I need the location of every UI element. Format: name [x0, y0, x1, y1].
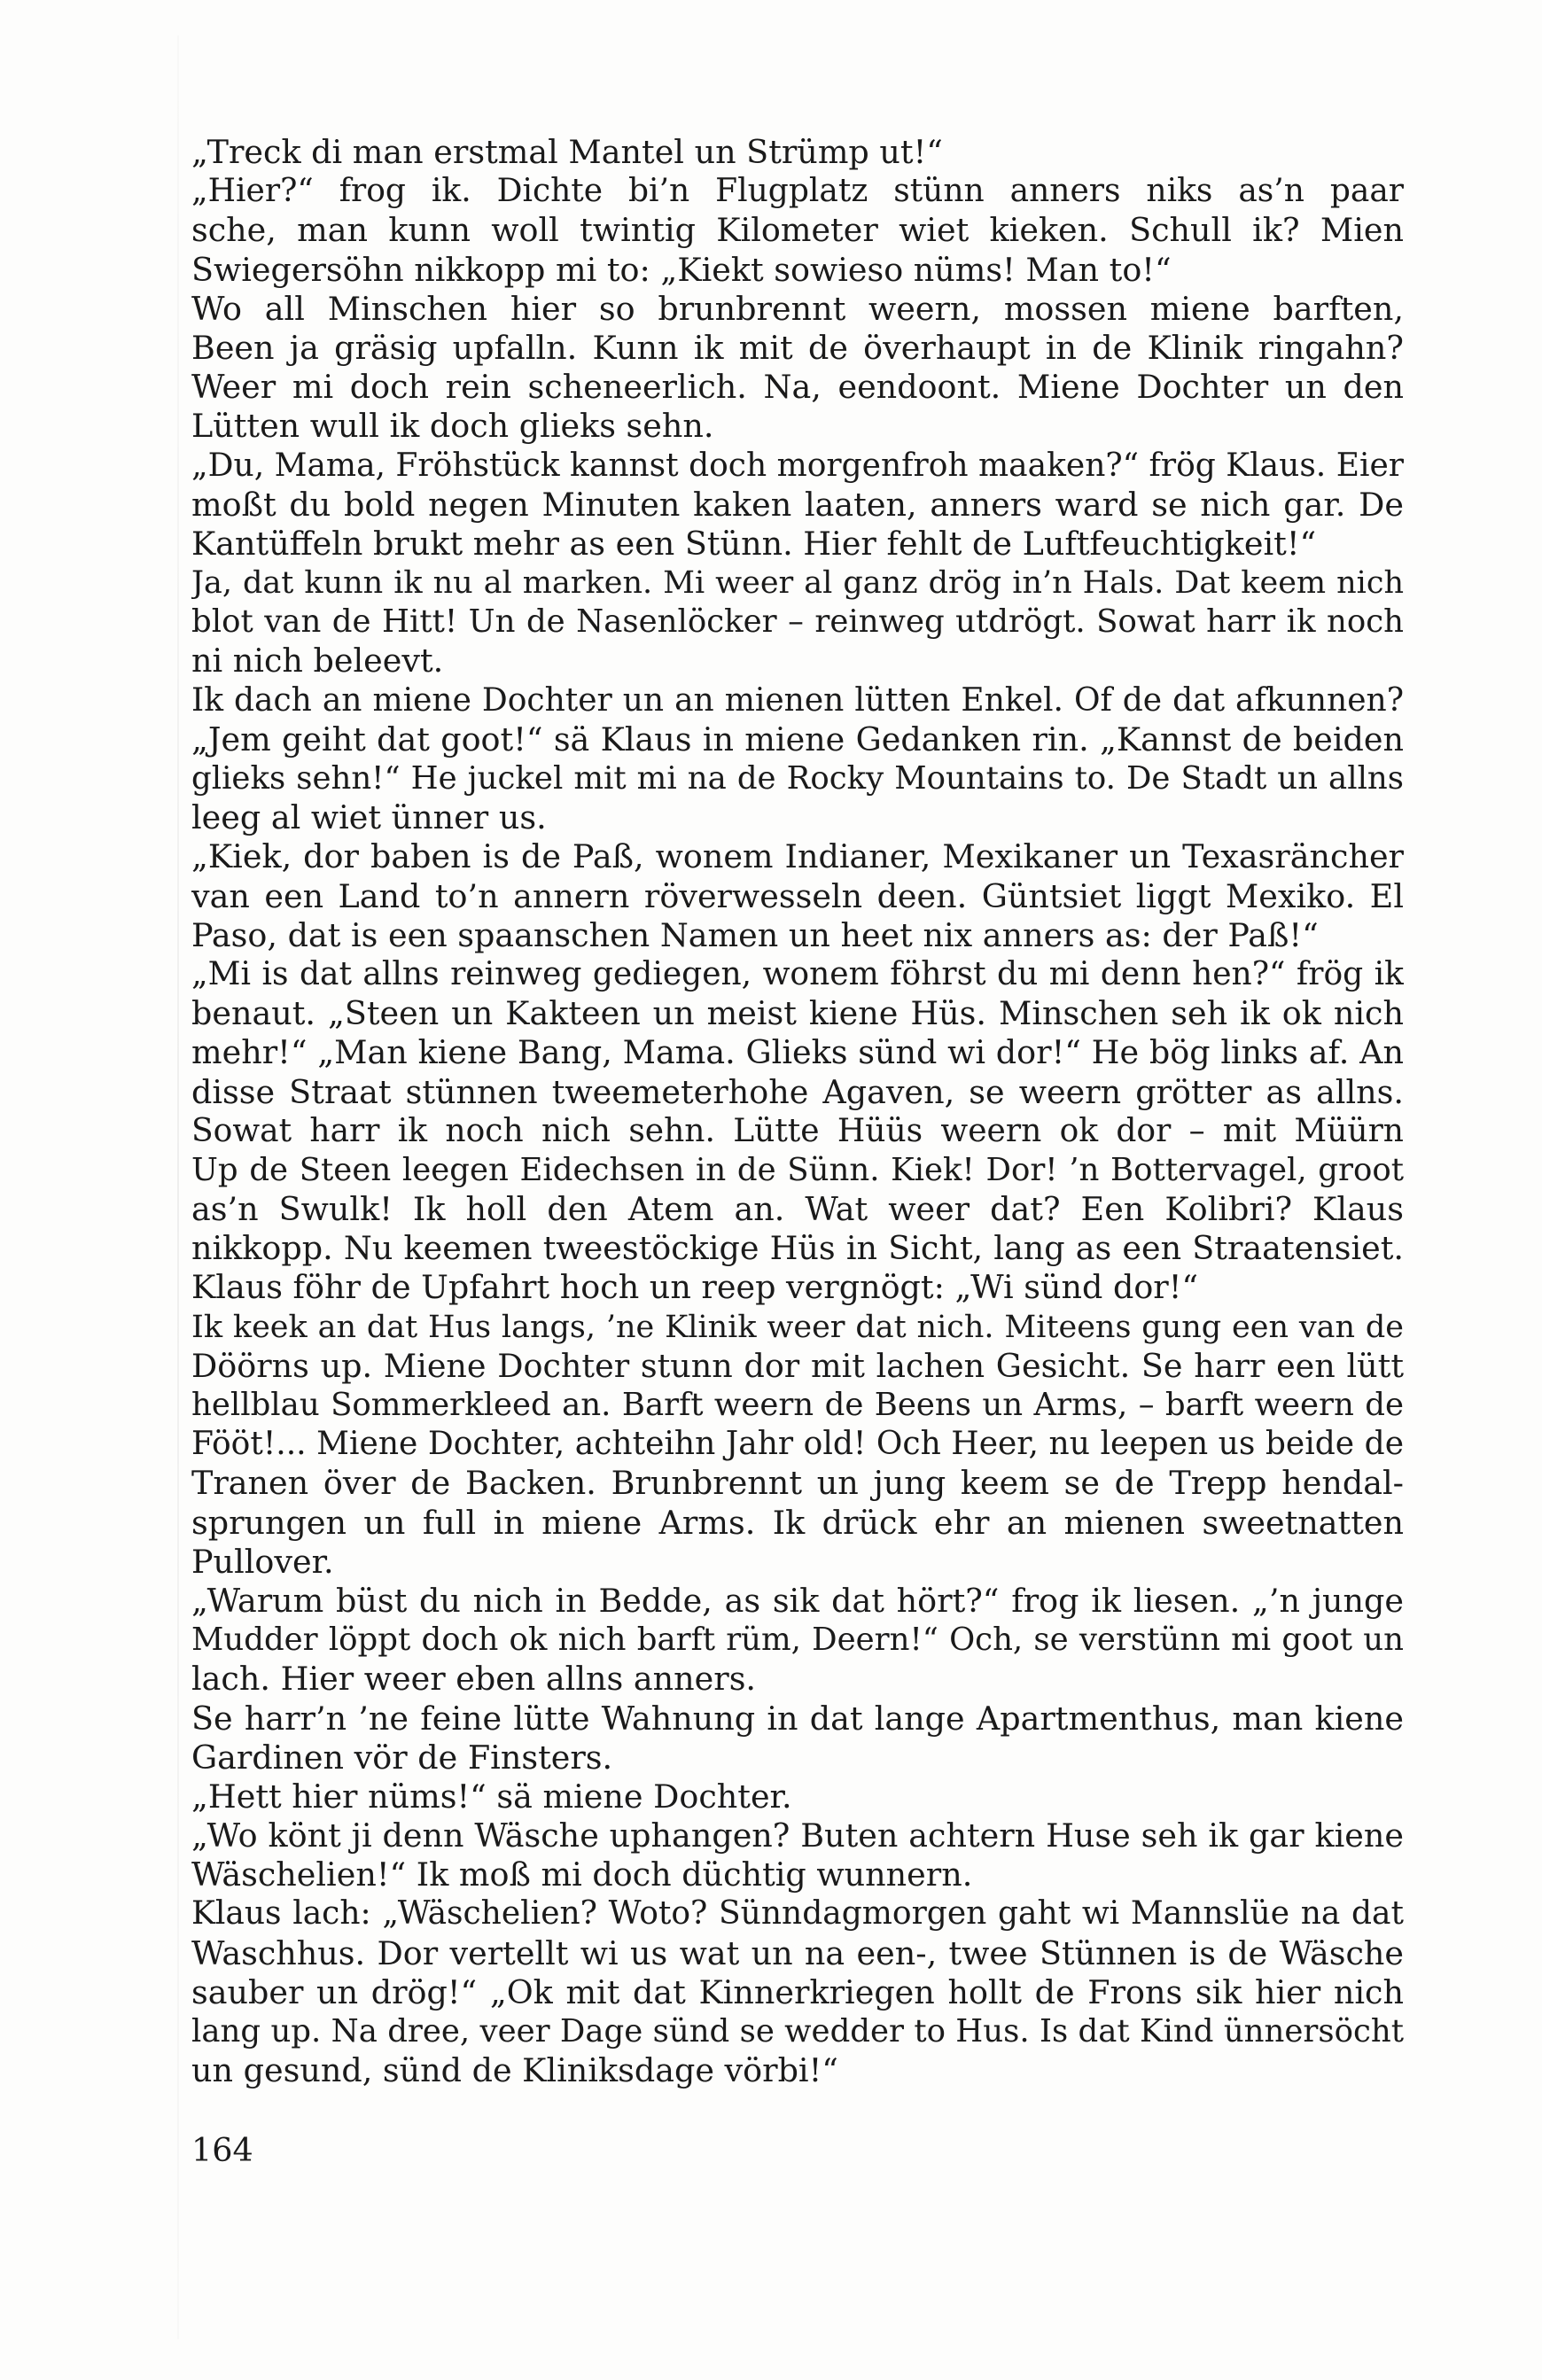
text-line: Waschhus. Dor vertellt wi us wat un na een-, twee Stünnen is de Wäsche [191, 1933, 1404, 1972]
text-line: mehr!“ „Man kiene Bang, Mama. Glieks sünd wi dor!“ He bög links af. An [191, 1033, 1404, 1072]
text-line: moßt du bold negen Minuten kaken laaten, anners ward se nich gar. De [191, 485, 1404, 524]
text-line: sche, man kunn woll twintig Kilometer wiet kieken. Schull ik? Mien [191, 211, 1404, 250]
text-line: „Hier?“ frog ik. Dichte bi’n Flugplatz stünn anners niks as’n paar [191, 173, 1404, 210]
text-line: „Treck di man erstmal Mantel un Strümp ut!“ [191, 133, 943, 171]
text-line: Mudder löppt doch ok nich barft rüm, Deern!“ Och, se verstünn mi goot un [191, 1622, 1404, 1659]
text-line: Wäschelien!“ Ik moß mi doch düchtig wunnern. [191, 1855, 973, 1894]
text-line: Ik dach an miene Dochter un an mienen lütten Enkel. Of de dat afkunnen? [191, 681, 1404, 719]
text-line: ni nich beleevt. [191, 642, 444, 681]
text-line: Se harr’n ’ne feine lütte Wahnung in dat lange Apartmenthus, man kiene [191, 1699, 1404, 1738]
text-line: Paso, dat is een spaanschen Namen un heet nix anners as: der Paß!“ [191, 915, 1319, 954]
page-number: 164 [191, 2131, 253, 2169]
text-line: „Mi is dat allns reinweg gediegen, wonem föhrst du mi denn hen?“ frög ik [191, 955, 1404, 992]
text-line: sprungen un full in miene Arms. Ik drück ehr an mienen sweetnatten [191, 1503, 1404, 1542]
text-line: hellblau Sommerkleed an. Barft weern de Beens un Arms, – barft weern de [191, 1387, 1404, 1423]
text-line: Wo all Minschen hier so brunbrennt weern, mossen miene barften, [191, 289, 1404, 328]
text-line: lach. Hier weer eben allns anners. [191, 1660, 757, 1699]
text-line: Pullover. [191, 1542, 334, 1581]
text-line: disse Straat stünnen tweemeterhohe Agaven, se weern grötter as allns. [191, 1072, 1404, 1111]
text-line: lang up. Na dree, veer Dage sünd se wedder to Hus. Is dat Kind ünnersöcht [191, 2013, 1404, 2049]
text-line: Kantüffeln brukt mehr as een Stünn. Hier fehlt de Luftfeuchtigkeit!“ [191, 524, 1317, 563]
text-line: Klaus föhr de Upfahrt hoch un reep vergnögt: „Wi sünd dor!“ [191, 1268, 1199, 1307]
text-line: „Kiek, dor baben is de Paß, wonem Indianer, Mexikaner un Texasräncher [191, 837, 1404, 876]
text-line: „Wo könt ji denn Wäsche uphangen? Buten achtern Huse seh ik gar kiene [191, 1816, 1404, 1855]
text-line: Swiegersöhn nikkopp mi to: „Kiekt sowieso nüms! Man to!“ [191, 250, 1172, 289]
text-line: Lütten wull ik doch glieks sehn. [191, 407, 714, 446]
text-line: benaut. „Steen un Kakteen un meist kiene Hüs. Minschen seh ik ok nich [191, 994, 1404, 1033]
text-line: „Du, Mama, Fröhstück kannst doch morgenfroh maaken?“ frög Klaus. Eier [191, 447, 1404, 484]
text-line: Weer mi doch rein scheneerlich. Na, eendoont. Miene Dochter un den [191, 368, 1404, 407]
text-line: Been ja gräsig upfalln. Kunn ik mit de överhaupt in de Klinik ringahn? [191, 328, 1404, 367]
text-line: Sowat harr ik noch nich sehn. Lütte Hüüs weern ok dor – mit Müürn [191, 1112, 1404, 1149]
body-text [191, 133, 1404, 2090]
text-line: Up de Steen leegen Eidechsen in de Sünn. Kiek! Dor! ’n Bottervagel, groot [191, 1151, 1404, 1188]
text-line: as’n Swulk! Ik holl den Atem an. Wat weer dat? Een Kolibri? Klaus [191, 1190, 1404, 1229]
page-gutter-shadow [177, 35, 179, 2339]
text-line: Klaus lach: „Wäschelien? Woto? Sünndagmorgen gaht wi Mannslüe na dat [191, 1895, 1404, 1933]
text-line: glieks sehn!“ He juckel mit mi na de Rocky Mountains to. De Stadt un allns [191, 760, 1404, 797]
text-line: Tranen över de Backen. Brunbrennt un jung keem se de Trepp hendal- [191, 1464, 1404, 1503]
text-line: Fööt!... Miene Dochter, achteihn Jahr old! Och Heer, nu leepen us beide de [191, 1426, 1404, 1463]
text-line: blot van de Hitt! Un de Nasenlöcker – reinweg utdrögt. Sowat harr ik noch [191, 603, 1404, 641]
text-line: Ja, dat kunn ik nu al marken. Mi weer al ganz drög in’n Hals. Dat keem nich [191, 565, 1404, 602]
text-line: un gesund, sünd de Kliniksdage vörbi!“ [191, 2051, 838, 2090]
text-line: van een Land to’n annern röverwesseln deen. Güntsiet liggt Mexiko. El [191, 876, 1404, 915]
text-line: „Hett hier nüms!“ sä miene Dochter. [191, 1777, 792, 1816]
text-line: „Jem geiht dat goot!“ sä Klaus in miene Gedanken rin. „Kannst de beiden [191, 719, 1404, 758]
text-line: Döörns up. Miene Dochter stunn dor mit lachen Gesicht. Se harr een lütt [191, 1346, 1404, 1385]
text-line: leeg al wiet ünner us. [191, 798, 547, 837]
text-line: „Warum büst du nich in Bedde, as sik dat hört?“ frog ik liesen. „’n junge [191, 1581, 1404, 1620]
text-line: Gardinen vör de Finsters. [191, 1738, 613, 1777]
text-line: nikkopp. Nu keemen tweestöckige Hüs in Sicht, lang as een Straatensiet. [191, 1229, 1404, 1268]
text-line: Ik keek an dat Hus langs, ’ne Klinik weer dat nich. Miteens gung een van de [191, 1309, 1404, 1345]
text-line: sauber un drög!“ „Ok mit dat Kinnerkriegen hollt de Frons sik hier nich [191, 1972, 1404, 2011]
